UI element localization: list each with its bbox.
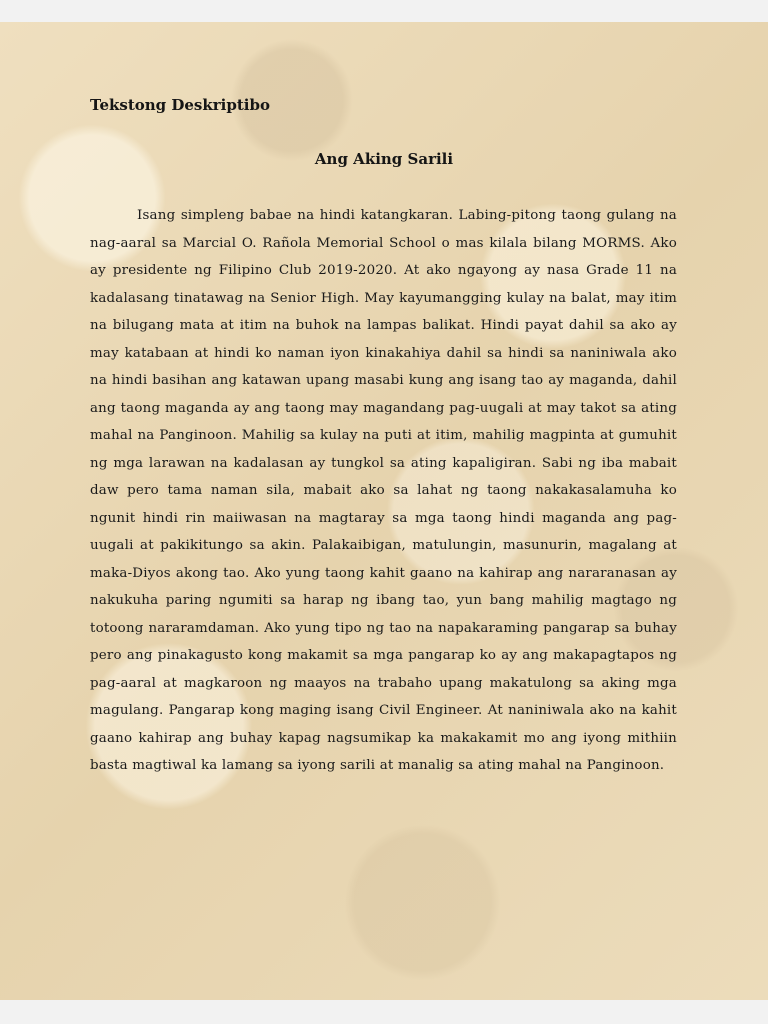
essay-paragraph: Isang simpleng babae na hindi katangkaran. Labing-pitong taong gulang na nag-aaral sa Marcial O. Rañola Memorial School o mas kilala bilang MORMS. Ako ay presidente ng Filipino Club 2019-2020. At ako ngayong ay nasa Grade 11 na kadalasang tinatawag na Senior High. May kayumangging kulay na balat, may itim na bilugang mata at itim na buhok na lampas balikat. Hindi payat dahil sa ako ay may katabaan at hindi ko naman iyon kinakahiya dahil sa hindi sa naniniwala ako na hindi basihan ang katawan upang masabi kung ang isang tao ay maganda, dahil ang taong maganda ay ang taong may magandang pag-uugali at may takot sa ating mahal na Panginoon. Mahilig sa kulay na puti at itim, mahilig magpinta at gumuhit ng mga larawan na kadalasan ay tungkol sa ating kapaligiran. Sabi ng iba mabait daw pero tama naman sila, mabait ako sa lahat ng taong nakakasalamuha ko ngunit hindi rin maiiwasan na magtaray sa mga taong hindi maganda ang pag-uugali at pakikitungo sa akin. Palakaibigan, matulungin, masunurin, magalang at maka-Diyos akong tao. Ako yung taong kahit gaano na kahirap ang nararanasan ay nakukuha paring ngumiti sa harap ng ibang tao, yun bang mahilig magtago ng totoong nararamdaman. Ako yung tipo ng tao na napakaraming pangarap sa buhay pero ang pinakagusto kong makamit sa mga pangarap ko ay ang makapagtapos ng pag-aaral at magkaroon ng maayos na trabaho upang makatulong sa aking mga magulang. Pangarap kong maging isang Civil Engineer. At naniniwala ako na kahit gaano kahirap ang buhay kapag nagsumikap ka makakamit mo ang iyong mithiin basta magtiwal ka lamang sa iyong sarili at manalig sa ating mahal na Panginoon. — [90, 208, 677, 773]
document-heading: Tekstong Deskriptibo — [90, 96, 270, 114]
essay-title: Ang Aking Sarili — [314, 150, 454, 168]
document-page — [0, 22, 768, 1000]
